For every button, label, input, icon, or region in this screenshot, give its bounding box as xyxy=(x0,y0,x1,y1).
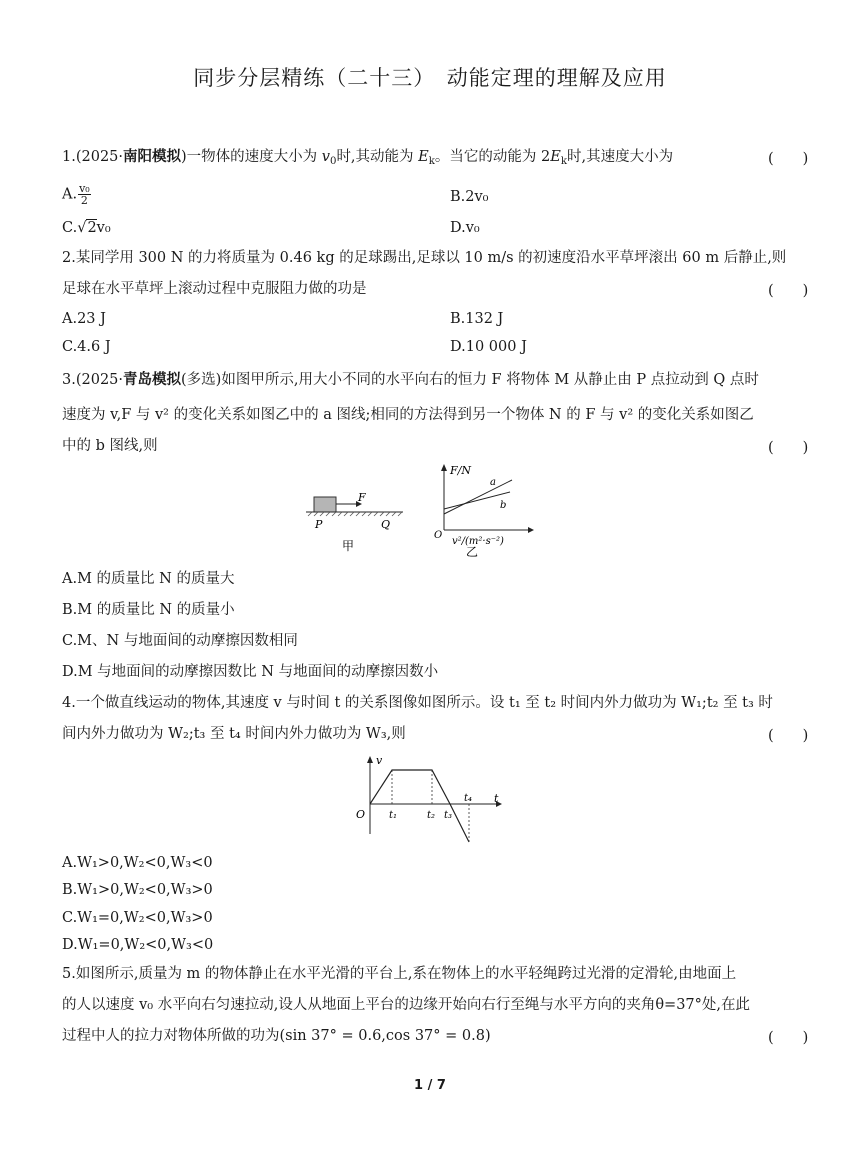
q2-answer-blank: ( ) xyxy=(768,283,809,299)
q4-stem-line2: 间内外力做功为 W₂;t₃ 至 t₄ 时间内外力做功为 W₃,则 xyxy=(62,726,406,742)
origin-label: O xyxy=(356,808,366,821)
q5-stem-line3: 过程中人的拉力对物体所做的功为(sin 37° = 0.6,cos 37° = 0.8) xyxy=(62,1028,491,1044)
caption-jia: 甲 xyxy=(342,539,355,553)
q4-answer-blank: ( ) xyxy=(768,728,809,744)
q3-option-a: A.M 的质量比 N 的质量大 xyxy=(62,571,235,587)
axis-x-label: v²/(m²·s⁻²) xyxy=(452,536,504,547)
block-m xyxy=(314,497,336,512)
t2-label: t₂ xyxy=(427,810,436,821)
page-number: 1 / 7 xyxy=(414,1078,446,1093)
q3-option-d: D.M 与地面间的动摩擦因数比 N 与地面间的动摩擦因数小 xyxy=(62,664,439,680)
q2-option-d: D.10 000 J xyxy=(450,339,527,355)
y-axis-arrow xyxy=(441,464,447,471)
q3-stem-line1: 3.(2025·青岛模拟(多选)如图甲所示,用大小不同的水平向右的恒力 F 将物体 M 从静止由 P 点拉动到 Q 点时 xyxy=(62,372,759,388)
page-title: 同步分层精练（二十三） 动能定理的理解及应用 xyxy=(193,66,667,90)
q4-stem-line1: 4.一个做直线运动的物体,其速度 v 与时间 t 的关系图像如图所示。设 t₁ 至 t₂ 时间内外力做功为 W₁;t₂ 至 t₃ 时 xyxy=(62,695,773,711)
q4-vt-graph xyxy=(350,752,510,852)
axis-y-label: F/N xyxy=(450,464,471,477)
v-axis-label: v xyxy=(376,754,383,767)
q3-stem-line2: 速度为 v,F 与 v² 的变化关系如图乙中的 a 图线;相同的方法得到另一个物体 N 的 F 与 v² 的变化关系如图乙 xyxy=(62,407,754,423)
q4-option-a: A.W₁>0,W₂<0,W₃<0 xyxy=(62,855,213,871)
q5-stem-line2: 的人以速度 v₀ 水平向右匀速拉动,设人从地面上平台的边缘开始向右行至绳与水平方向的夹角θ=37°处,在此 xyxy=(62,997,751,1013)
t4-label: t₄ xyxy=(464,793,473,804)
q2-stem-line2: 足球在水平草坪上滚动过程中克服阻力做的功是 xyxy=(62,281,367,297)
q5-answer-blank: ( ) xyxy=(768,1030,809,1046)
q1-answer-blank: ( ) xyxy=(768,151,809,167)
origin-label: O xyxy=(434,530,443,541)
t1-label: t₁ xyxy=(389,810,398,821)
q3-stem-line3: 中的 b 图线,则 xyxy=(62,438,158,454)
q4-option-b: B.W₁>0,W₂<0,W₃>0 xyxy=(62,882,213,898)
sqrt-symbol: √ xyxy=(77,220,87,236)
t3-label: t₃ xyxy=(444,810,453,821)
ground-hatch xyxy=(308,512,402,516)
q2-option-b: B.132 J xyxy=(450,311,504,327)
line-a-label: a xyxy=(490,477,496,488)
q4-option-d: D.W₁=0,W₂<0,W₃<0 xyxy=(62,937,214,953)
q1-stem: 1.(2025·南阳模拟)一物体的速度大小为 $v_0$时,其动能为 $E_k$。当它的动能为 $2E_k$时,其速度大小为 xyxy=(62,149,674,167)
caption-yi: 乙 xyxy=(466,545,479,558)
q1-option-a: A. $\frac{\text{v₀}}{2}$ xyxy=(62,182,90,207)
label-q: Q xyxy=(381,518,391,531)
q1-option-c: C.√2v₀ xyxy=(62,220,111,236)
t-axis-label: t xyxy=(494,792,499,805)
v-axis-arrow xyxy=(367,756,373,763)
q1-source: 南阳模拟 xyxy=(123,149,182,165)
q3-option-b: B.M 的质量比 N 的质量小 xyxy=(62,602,235,618)
q2-stem-line1: 2.某同学用 300 N 的力将质量为 0.46 kg 的足球踢出,足球以 10 m/s 的初速度沿水平草坪滚出 60 m 后静止,则 xyxy=(62,250,787,266)
q1-option-d: D.v₀ xyxy=(450,220,480,236)
q3-source: 青岛模拟 xyxy=(123,372,182,388)
q2-option-c: C.4.6 J xyxy=(62,339,111,355)
velocity-curve xyxy=(370,770,469,842)
q3-answer-blank: ( ) xyxy=(768,440,809,456)
fraction: $\frac{\text{v₀}}{2}$ xyxy=(79,182,90,207)
x-axis-arrow xyxy=(528,527,534,533)
line-b-label: b xyxy=(500,500,507,511)
q5-stem-line1: 5.如图所示,质量为 m 的物体静止在水平光滑的平台上,系在物体上的水平轻绳跨过光滑的定滑轮,由地面上 xyxy=(62,966,737,982)
q1-option-b: B.2v₀ xyxy=(450,189,489,205)
label-p: P xyxy=(315,518,323,531)
q3-figure-yi xyxy=(430,462,565,558)
label-f: F xyxy=(358,491,366,504)
q2-option-a: A.23 J xyxy=(62,311,106,327)
q3-figure-jia xyxy=(300,488,410,556)
q4-option-c: C.W₁=0,W₂<0,W₃>0 xyxy=(62,910,213,926)
q3-option-c: C.M、N 与地面间的动摩擦因数相同 xyxy=(62,633,298,649)
